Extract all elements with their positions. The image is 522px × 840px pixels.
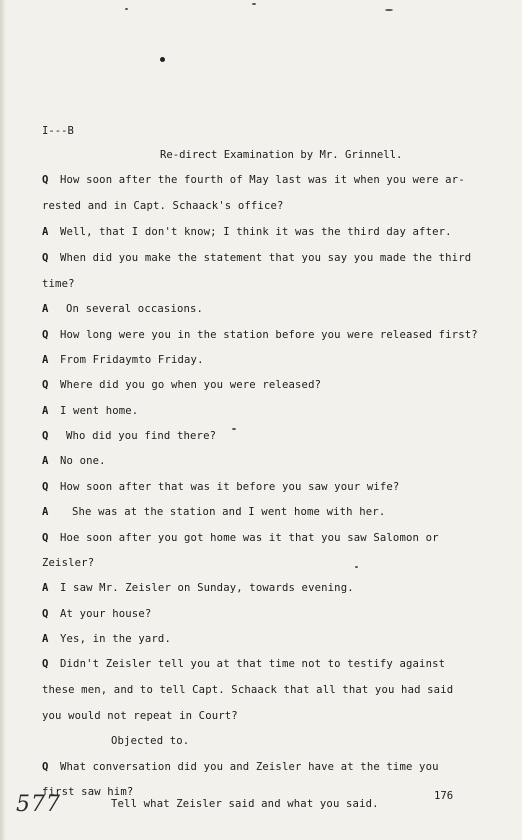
question-line [42, 531, 439, 545]
line-text: these men, and to tell Capt. Schaack that all that you had said [42, 684, 454, 696]
line-text: time? [42, 278, 75, 290]
line-text: What conversation did you and Zeisler have at the time you [60, 761, 439, 773]
line-text: you would not repeat in Court? [42, 710, 238, 722]
binding-edge [0, 0, 6, 840]
ink-speck [125, 8, 128, 10]
answer-line [42, 632, 171, 646]
continuation-line [42, 199, 284, 213]
handwritten-page-number: 577 [16, 792, 61, 817]
answer-marker: A [42, 226, 49, 238]
question-line [42, 328, 478, 342]
answer-marker: A [42, 405, 49, 417]
line-text: Didn't Zeisler tell you at that time not to testify against [60, 658, 446, 670]
answer-marker: A [42, 455, 49, 467]
question-line [42, 480, 399, 494]
line-text: At your house? [60, 608, 152, 620]
answer-marker: A [42, 582, 49, 594]
question-marker: Q [42, 252, 49, 264]
question-line [42, 173, 465, 187]
line-text: No one. [60, 455, 106, 467]
line-text: I went home. [60, 405, 139, 417]
line-text: Yes, in the yard. [60, 633, 171, 645]
line-text: Who did you find there? [66, 430, 217, 442]
ink-speck [385, 9, 393, 11]
line-text: Where did you go when you were released? [60, 379, 322, 391]
line-text: Well, that I don't know; I think it was the third day after. [60, 226, 452, 238]
page-number: 176 [434, 790, 454, 802]
line-text: rested and in Capt. Schaack's office? [42, 200, 284, 212]
question-marker: Q [42, 532, 49, 544]
line-text: Zeisler? [42, 557, 95, 569]
line-text: How soon after that was it before you saw your wife? [60, 481, 400, 493]
line-text: Objected to. [111, 735, 190, 747]
line-text: I saw Mr. Zeisler on Sunday, towards evening. [60, 582, 354, 594]
examination-heading: Re-direct Examination by Mr. Grinnell. [160, 149, 403, 161]
line-text: How long were you in the station before you were released first? [60, 329, 478, 341]
line-text: When did you make the statement that you say you made the third [60, 252, 472, 264]
question-line [42, 251, 471, 265]
question-marker: Q [42, 481, 49, 493]
answer-line [42, 353, 204, 367]
answer-line [42, 225, 452, 239]
answer-line [42, 302, 203, 316]
line-text: How soon after the fourth of May last was it when you were ar- [60, 174, 465, 186]
ink-speck [232, 428, 236, 430]
continuation-line [42, 709, 238, 723]
continuation-line [42, 556, 94, 570]
line-text: From Fridaymto Friday. [60, 354, 204, 366]
answer-line [42, 454, 106, 468]
question-line [42, 378, 321, 392]
answer-line [42, 505, 385, 519]
question-line [42, 429, 216, 443]
question-marker: Q [42, 608, 49, 620]
line-text: On several occasions. [66, 303, 204, 315]
ink-speck [252, 3, 256, 5]
answer-marker: A [42, 633, 49, 645]
question-marker: Q [42, 658, 49, 670]
continuation-line [111, 734, 189, 748]
question-line [42, 760, 439, 774]
line-text: She was at the station and I went home with her. [72, 506, 386, 518]
answer-marker: A [42, 354, 49, 366]
section-label: I---B [42, 125, 74, 137]
line-text: Tell what Zeisler said and what you said. [111, 798, 379, 810]
question-marker: Q [42, 329, 49, 341]
answer-line [42, 404, 138, 418]
question-marker: Q [42, 430, 49, 442]
line-text: Hoe soon after you got home was it that you saw Salomon or [60, 532, 439, 544]
answer-line [42, 581, 354, 595]
answer-marker: A [42, 506, 49, 518]
continuation-line [42, 277, 75, 291]
question-line [42, 607, 151, 621]
continuation-line [42, 683, 453, 697]
question-marker: Q [42, 379, 49, 391]
answer-marker: A [42, 303, 49, 315]
ink-speck [355, 566, 358, 568]
question-marker: Q [42, 174, 49, 186]
continuation-line [111, 797, 379, 811]
ink-dot [160, 57, 165, 62]
line-text: first saw him? [42, 786, 134, 798]
question-line [42, 657, 445, 671]
question-marker: Q [42, 761, 49, 773]
